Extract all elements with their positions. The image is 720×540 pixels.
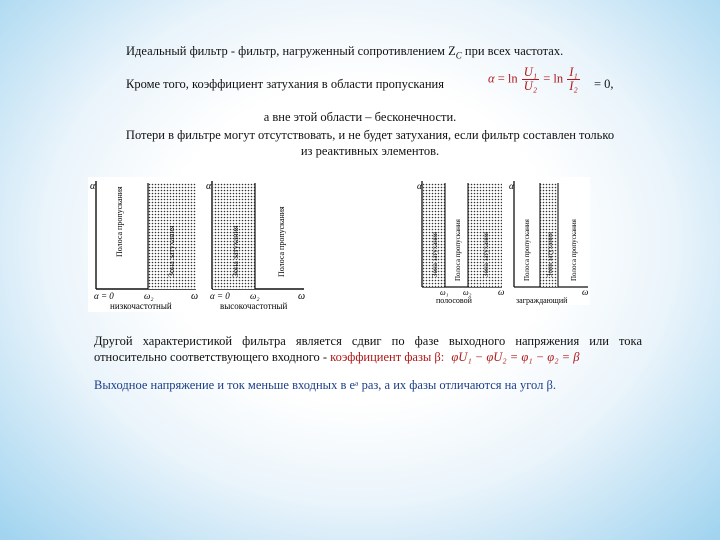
bandstop-pass2-label: Полоса пропускания bbox=[570, 219, 578, 281]
bandpass-bandstop-figure bbox=[416, 177, 590, 305]
line1-text: Идеальный фильтр - фильтр, нагруженный сопротивлением Z bbox=[126, 44, 456, 58]
bandpass-axis-x-label: ω bbox=[498, 287, 505, 297]
lowpass-pass-label: Полоса пропускания bbox=[115, 186, 124, 257]
formula-equals-zero: = 0, bbox=[594, 77, 614, 91]
phase-coefficient-term: коэффициент фазы β: bbox=[327, 350, 445, 364]
bandstop-stop-label: Зона затухания bbox=[546, 232, 554, 277]
lowpass-axis-x-label: ω bbox=[191, 291, 199, 302]
bandpass-axis-y-label: α bbox=[417, 181, 422, 191]
lowpass-axis-y-label: α bbox=[90, 181, 96, 192]
highpass-origin-label: α = 0 bbox=[210, 291, 230, 301]
line1-subscript: C bbox=[455, 50, 462, 61]
lowpass-origin-label: α = 0 bbox=[94, 291, 114, 301]
losses-text: Потери в фильтре могут отсутствовать, и не будет затухания, если фильтр составлен только bbox=[125, 128, 615, 142]
highpass-axis-x-label: ω bbox=[298, 291, 306, 302]
formula-u1: U₁ bbox=[523, 65, 538, 79]
reactive-elements-text: из реактивных элементов. bbox=[300, 144, 440, 158]
bandpass-panel bbox=[417, 181, 504, 305]
phase-coefficient-paragraph bbox=[94, 333, 642, 365]
output-voltage-paragraph: Выходное напряжение и ток меньше входных в eᵃ раз, а их фазы отличаются на угол β. bbox=[94, 378, 556, 392]
formula-fraction-i bbox=[567, 66, 580, 93]
formula-ln-1: = ln bbox=[497, 71, 518, 86]
line2-text: Кроме того, коэффициент затухания в области пропускания bbox=[126, 77, 444, 91]
lowpass-highpass-svg bbox=[88, 177, 308, 312]
lowpass-stop-label: Зона затухания bbox=[167, 225, 176, 277]
attenuation-coefficient-text bbox=[126, 77, 444, 92]
bandstop-panel bbox=[509, 181, 588, 305]
formula-i2: I₂ bbox=[569, 79, 578, 93]
formula-i1: I₁ bbox=[569, 65, 578, 79]
bandpass-stop2-label: Зона затухания bbox=[482, 232, 490, 277]
bandpass-freq1-label: ω₁ bbox=[440, 288, 449, 297]
ideal-filter-definition bbox=[126, 44, 563, 64]
highpass-panel bbox=[206, 181, 305, 311]
formula-ln-2: = ln bbox=[543, 71, 564, 86]
formula-fraction-u bbox=[522, 66, 539, 93]
highpass-axis-y-label: α bbox=[206, 181, 212, 192]
bandstop-axis-x-label: ω bbox=[582, 287, 589, 297]
bandpass-freq2-label: ω₂ bbox=[463, 288, 472, 297]
bandstop-axis-y-label: α bbox=[509, 181, 514, 191]
highpass-freq-label: ω₂ bbox=[250, 291, 260, 301]
lowpass-caption: низкочастотный bbox=[110, 301, 172, 311]
highpass-stop-label: Зона затухания bbox=[231, 225, 240, 277]
highpass-pass-label: Полоса пропускания bbox=[277, 206, 286, 277]
line1-end: при всех частотах. bbox=[461, 44, 564, 58]
outside-band-text: а вне этой области – бесконечности. bbox=[263, 110, 457, 124]
phase-paragraph-text: Другой характеристикой фильтра является сдвиг по фазе выходного напряжения или тока относительно соответствующего входного - bbox=[94, 334, 642, 364]
bandstop-caption: заграждающий bbox=[516, 296, 568, 305]
bandpass-bandstop-svg bbox=[416, 177, 590, 305]
bandpass-caption: полосовой bbox=[436, 296, 472, 305]
highpass-caption: высокочастотный bbox=[220, 301, 288, 311]
formula-u2: U₂ bbox=[523, 79, 538, 93]
lowpass-highpass-figure bbox=[88, 177, 308, 312]
bandpass-stop1-label: Зона затухания bbox=[431, 232, 439, 277]
attenuation-formula bbox=[488, 66, 581, 93]
bandpass-pass-label: Полоса пропускания bbox=[454, 219, 462, 281]
phase-formula: φU₁ − φU₂ = φ₁ − φ₂ = β bbox=[451, 350, 580, 364]
formula-alpha: α bbox=[488, 71, 495, 86]
lowpass-freq-label: ω₂ bbox=[144, 291, 154, 301]
bandstop-pass1-label: Полоса пропускания bbox=[523, 219, 531, 281]
lowpass-panel bbox=[90, 181, 198, 311]
